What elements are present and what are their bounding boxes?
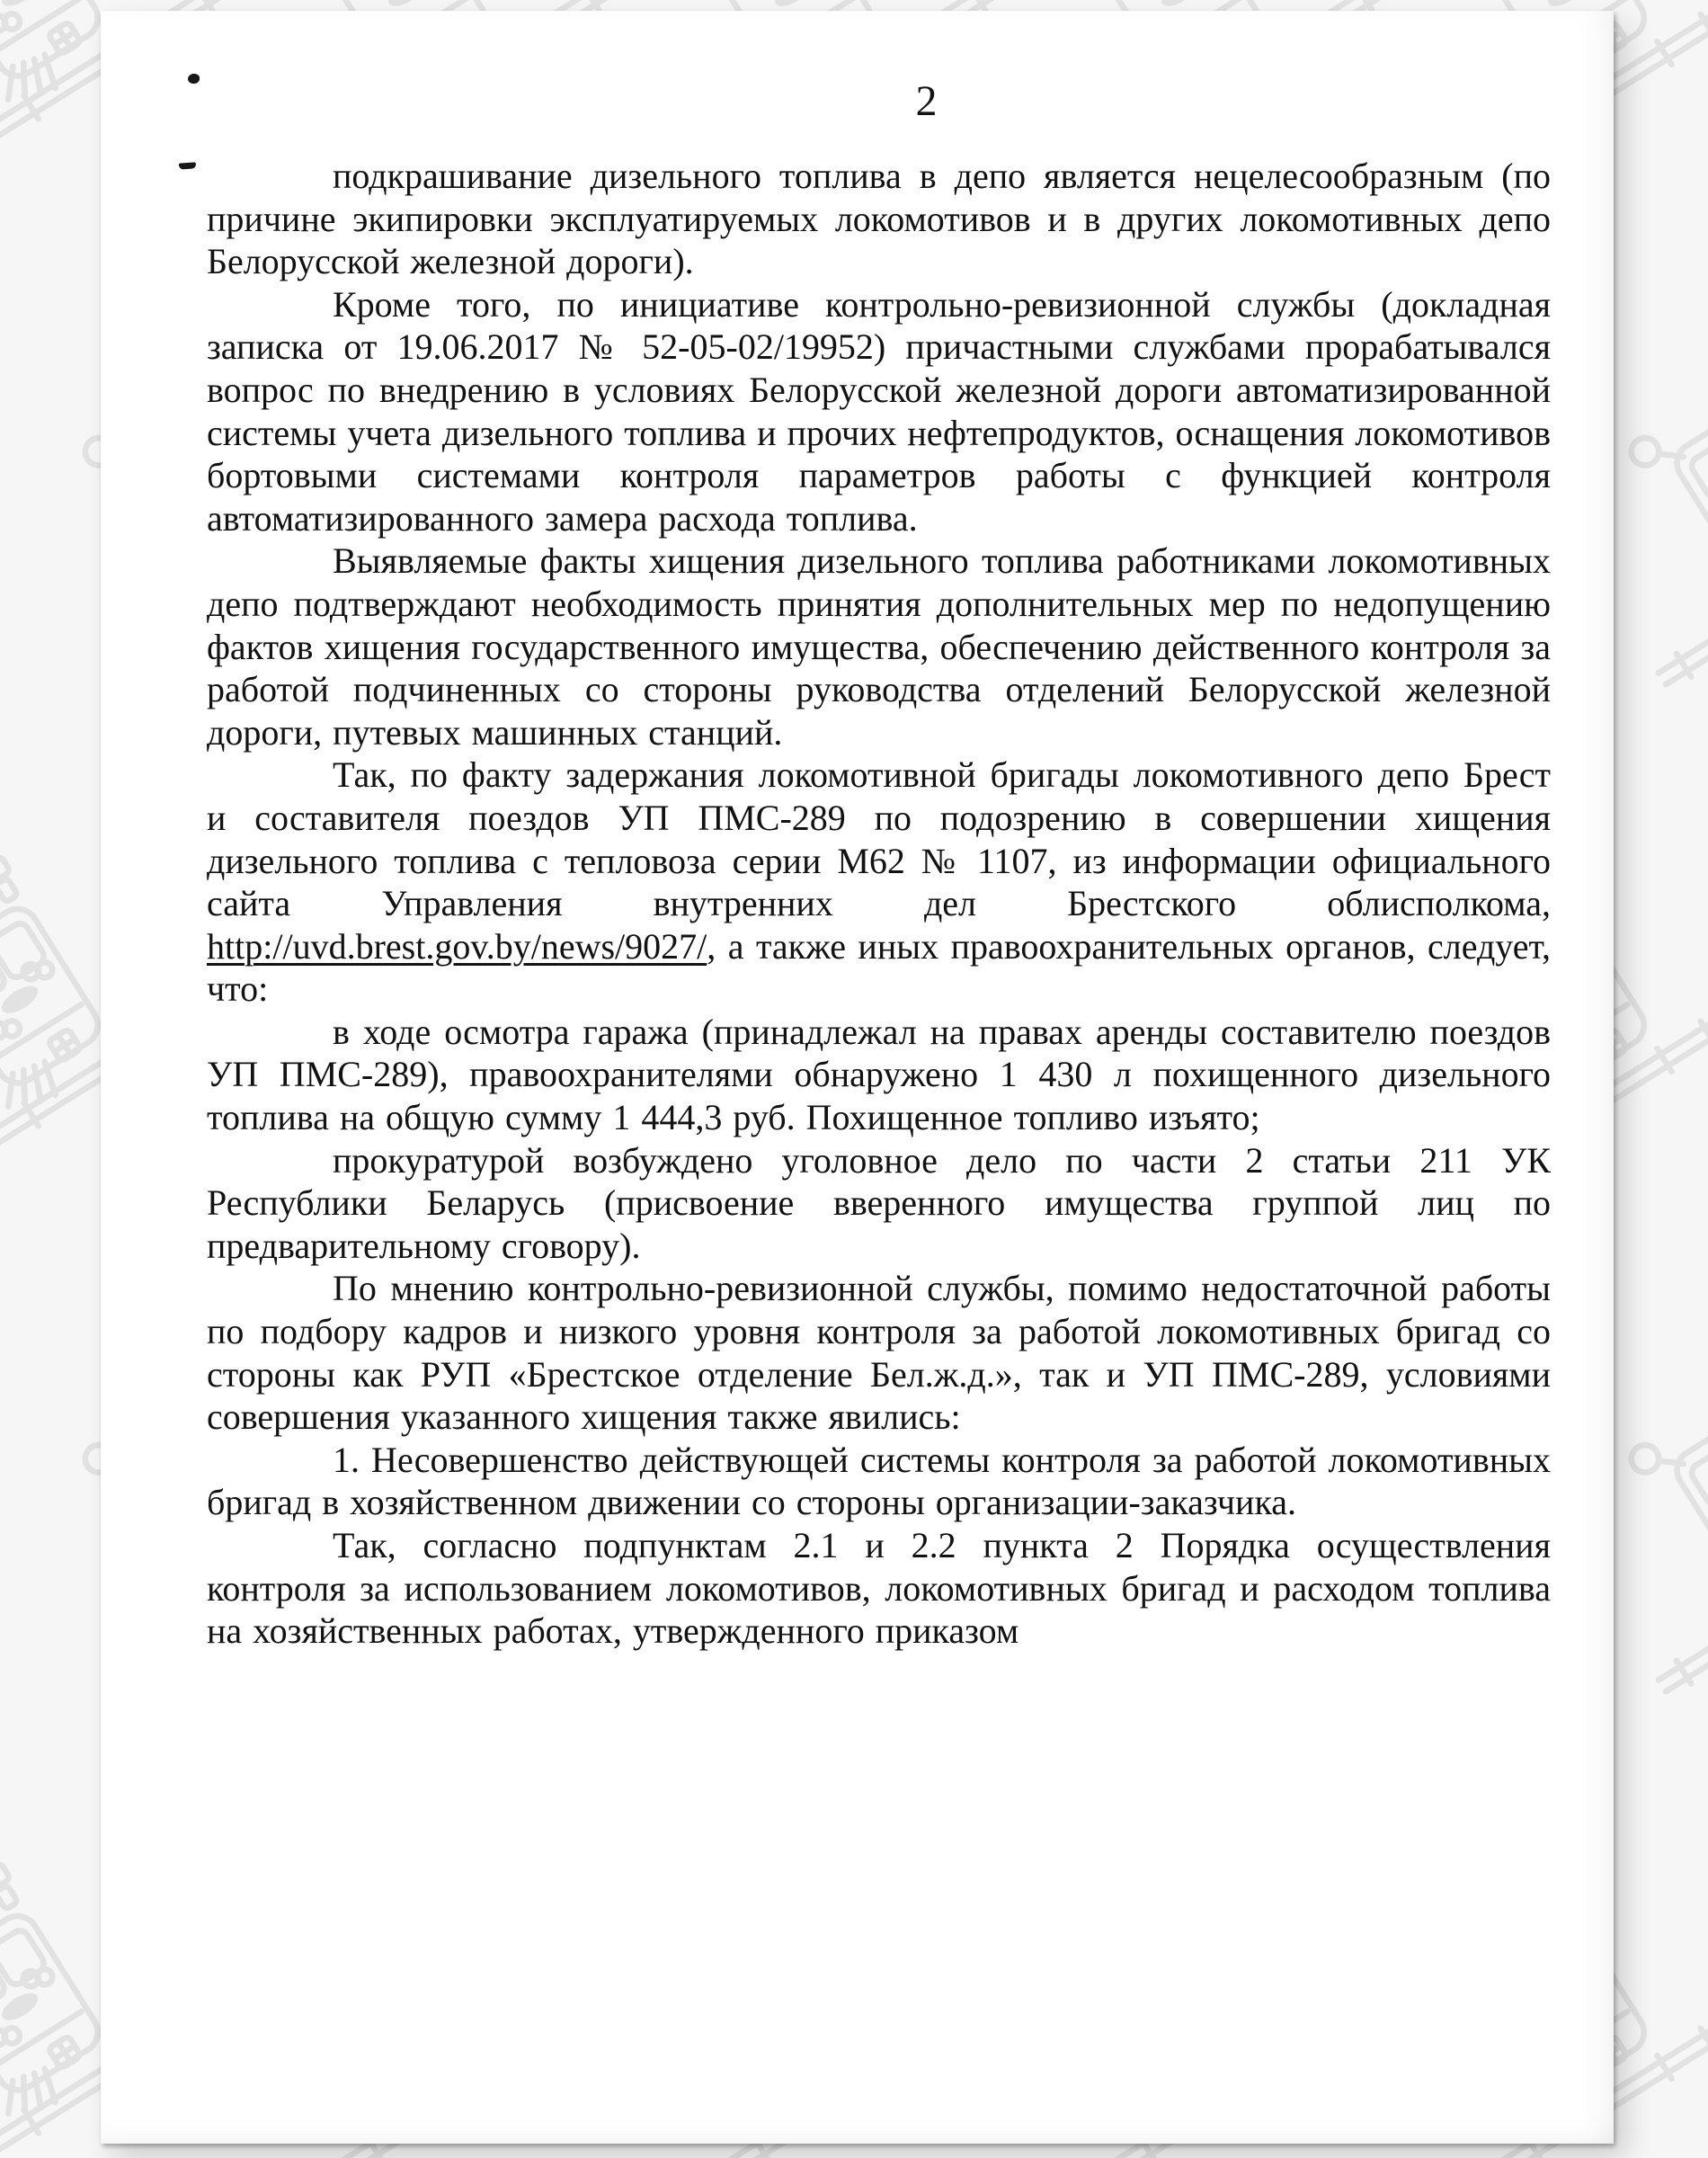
paragraph xyxy=(207,540,1551,754)
document-body xyxy=(207,155,1551,1653)
paragraph xyxy=(207,1439,1551,1524)
ink-dash-mark xyxy=(179,162,196,169)
page-number: 2 xyxy=(915,77,938,125)
text-run: Выявляемые факты хищения дизельного топлива работниками локомотивных депо подтверждают необходимость принятия дополнительных мер по недопущению фактов хищения государственного имущества, обеспечению действенного контроля за работой подчиненных со стороны руководства отделений Белорусской железной дороги, путевых машинных станций. xyxy=(207,540,1551,753)
text-run: Так, по факту задержания локомотивной бригады локомотивного депо Брест и составителя поездов УП ПМС-289 по подозрению в совершении хищения дизельного топлива с тепловоза серии М62 № 1107, из информации официального сайта Управления внутренних дел Брестского облисполкома, xyxy=(207,754,1551,924)
text-run: прокуратурой возбуждено уголовное дело по части 2 статьи 211 УК Республики Беларусь (присвоение вверенного имущества группой лиц по предварительному сговору). xyxy=(207,1139,1551,1266)
text-run: подкрашивание дизельного топлива в депо является нецелесообразным (по причине экипировки эксплуатируемых локомотивов и в других локомотивных депо Белорусской железной дороги). xyxy=(207,156,1551,282)
paragraph xyxy=(207,754,1551,1011)
text-run: , а также иных правоохранительных органов, следует, что: xyxy=(207,925,1551,1010)
url-link: http://uvd.brest.gov.by/news/9027/ xyxy=(207,925,707,967)
ink-dot-mark xyxy=(188,74,200,84)
paragraph xyxy=(207,1524,1551,1653)
paragraph xyxy=(207,1267,1551,1438)
paragraph xyxy=(207,283,1551,540)
document-page xyxy=(101,11,1614,2144)
paragraph xyxy=(207,1139,1551,1268)
text-run: 1. Несовершенство действующей системы контроля за работой локомотивных бригад в хозяйственном движении со стороны организации-заказчика. xyxy=(207,1439,1551,1523)
text-run: Так, согласно подпунктам 2.1 и 2.2 пункта 2 Порядка осуществления контроля за использованием локомотивов, локомотивных бригад и расходом топлива на хозяйственных работах, утвержденного приказом xyxy=(207,1525,1551,1652)
text-run: в ходе осмотра гаража (принадлежал на правах аренды составителю поездов УП ПМС-289), правоохранителями обнаружено 1 430 л похищенного дизельного топлива на общую сумму 1 444,3 руб. Похищенное топливо изъято; xyxy=(207,1011,1551,1138)
paragraph xyxy=(207,1011,1551,1139)
text-run: Кроме того, по инициативе контрольно-ревизионной службы (докладная записка от 19.06.2017 № 52-05-02/19952) причастными службами прорабатывался вопрос по внедрению в условиях Белорусской железной дороги автоматизированной системы учета дизельного топлива и прочих нефтепродуктов, оснащения локомотивов бортовыми системами контроля параметров работы с функцией контроля автоматизированного замера расхода топлива. xyxy=(207,283,1552,539)
paragraph xyxy=(207,155,1551,283)
text-run: По мнению контрольно-ревизионной службы, помимо недостаточной работы по подбору кадров и низкого уровня контроля за работой локомотивных бригад со стороны как РУП «Брестское отделение Бел.ж.д.», так и УП ПМС-289, условиями совершения указанного хищения также явились: xyxy=(207,1268,1551,1438)
